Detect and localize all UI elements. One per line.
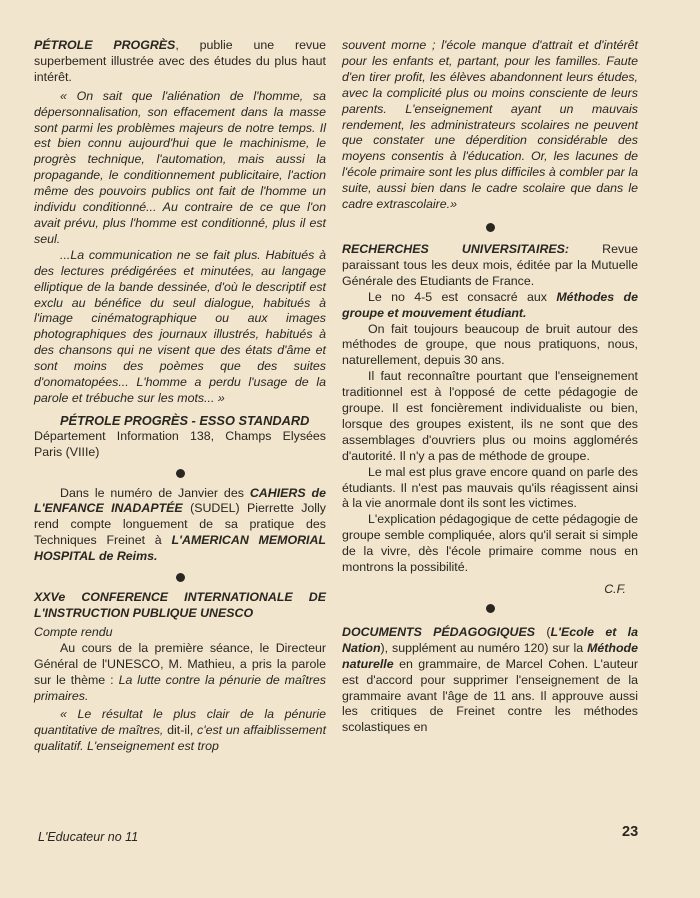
petrole-source: PÉTROLE PROGRÈS - ESSO STANDARD [60, 412, 310, 428]
page-number: 23 [622, 824, 639, 840]
conference-subtitle: Compte rendu [34, 624, 113, 639]
conference-title: XXVe CONFERENCE INTERNATIONALE DE L'INSTRUCTION PUBLIQUE UNESCO [34, 590, 326, 620]
quote-continuation: souvent morne ; l'école manque d'attrait et d'intérêt pour les enfants et, partant, pour les familles. Faute d'en tirer profit, les élèves abandonnent leurs études, avec la complicité plus ou moins consciente de leurs parents. L'enseignement ayant un mauvais rendement, les administrateurs scolaires ne peuvent que constater une déperdition considérable des moyens consentis à l'éducation. Or, les lacunes de l'école primaire sont les plus difficiles à combler par la suite, aussi bien dans le cadre scolaire que dans le cadre extrascolaire.» [342, 38, 638, 212]
petrole-title: PÉTROLE PROGRÈS [34, 38, 176, 52]
recherches-paragraph-1: On fait toujours beaucoup de bruit autour des méthodes de groupe, que nous pratiquons, nous, naturellement, depuis 30 ans. [342, 321, 638, 368]
documents-source: L'Ecole et la Nation [342, 624, 638, 655]
recherches-paragraph-3: Le mal est plus grave encore quand on parle des étudiants. Il n'est pas mauvais qu'ils réagissent ainsi à la vie anormale dont ils sont les victimes. [342, 464, 638, 511]
petrole-quote-1: « On sait que l'aliénation de l'homme, sa dépersonnalisation, son effacement dans la masse sont parmi les problèmes majeurs de notre temps. Il est bien connu aujourd'hui que le machinisme, le progrès technique, l'automation, mais aussi la propagande, le conditionnement publicitaire, l'action même des pouvoirs publics ont fait de l'homme un individu conditionné... Au contraire de ce que l'on avait prévu, plus l'homme est conditionné, plus il est seul. [34, 88, 326, 246]
petrole-quote-2: ...La communication ne se fait plus. Habitués à des lectures prédigérées et minutées, au langage elliptique de la bande dessinée, d'où le descriptif est exclu au bénéfice du seul dialogue, habitués à l'image cinématographique ou aux images photographiques des journaux illustrés, habitués à des chansons qui ne visent que des états d'âme et sont moins des poèmes que des suites d'onomatopées... L'homme a perdu l'usage de la parole et trébuche sur les mots... » [34, 247, 326, 405]
recherches-issue-title: Méthodes de groupe et mouvement étudiant. [342, 289, 638, 320]
recherches-title: RECHERCHES UNIVERSITAIRES: [342, 241, 570, 256]
petrole-intro: PÉTROLE PROGRÈS, publie une revue superbement illustrée avec des études du plus haut intérêt. [34, 38, 326, 84]
recherches-paragraph-4: L'explication pédagogique de cette pédagogie de groupe semble compliquée, alors qu'il serait si simple de la vivre, dès l'école primaire comme nous en montrons la possibilité. [342, 512, 638, 575]
petrole-address: Département Information 138, Champs Elysées Paris (VIIIe) [34, 428, 326, 459]
documents-paragraph: DOCUMENTS PÉDAGOGIQUES (L'Ecole et la Nation), supplément au numéro 120) sur la Méthode naturelle en grammaire, de Marcel Cohen. L'auteur est d'accord pour supprimer l'enseignement de la grammaire avant l'âge de 11 ans. Il approuve aussi les critiques de Freinet contre les méthodes scolastiques en [342, 624, 638, 735]
recherches-intro: RECHERCHES UNIVERSITAIRES: Revue paraissant tous les deux mois, éditée par la Mutuelle Générale des Etudiants de France. [342, 241, 638, 288]
recherches-paragraph-2: Il faut reconnaître pourtant que l'enseignement traditionnel est à l'opposé de cette pédagogie de groupe. Il est foncièrement individualiste ou bien, lorsque des groupes existent, ils ne sont que des assemblages d'ouvriers plus ou moins agglomérés d'autorité. Il n'y a pas de méthode de groupe. [342, 369, 638, 463]
separator-bullet [486, 604, 495, 613]
documents-method: Méthode naturelle [342, 640, 638, 671]
hospital-name: L'AMERICAN MEMORIAL HOSPITAL de Reims. [34, 533, 326, 564]
separator-bullet [176, 573, 185, 582]
conference-theme: La lutte contre la pénurie de maîtres primaires. [34, 672, 326, 703]
left-column [34, 38, 326, 755]
separator-bullet [176, 469, 185, 478]
right-column [342, 38, 638, 736]
cahiers-title: CAHIERS de L'ENFANCE INADAPTÉE [34, 485, 326, 516]
recherches-issue: Le no 4-5 est consacré aux Méthodes de groupe et mouvement étudiant. [342, 289, 638, 320]
conference-quote: « Le résultat le plus clair de la pénurie quantitative de maîtres, dit-il, c'est un affaiblissement qualitatif. L'enseignement est trop [34, 707, 327, 754]
conference-paragraph: Au cours de la première séance, le Directeur Général de l'UNESCO, M. Mathieu, a pris la parole sur le thème : La lutte contre la pénurie de maîtres primaires. [34, 640, 326, 703]
signature: C.F. [604, 582, 626, 596]
cahiers-paragraph: Dans le numéro de Janvier des CAHIERS de L'ENFANCE INADAPTÉE (SUDEL) Pierrette Jolly rend compte longuement de sa pratique des Techniques Freinet à L'AMERICAN MEMORIAL HOSPITAL de Reims. [34, 485, 327, 564]
journal-footer: L'Educateur no 11 [38, 830, 139, 844]
separator-bullet [486, 223, 495, 232]
documents-title: DOCUMENTS PÉDAGOGIQUES [342, 624, 536, 639]
